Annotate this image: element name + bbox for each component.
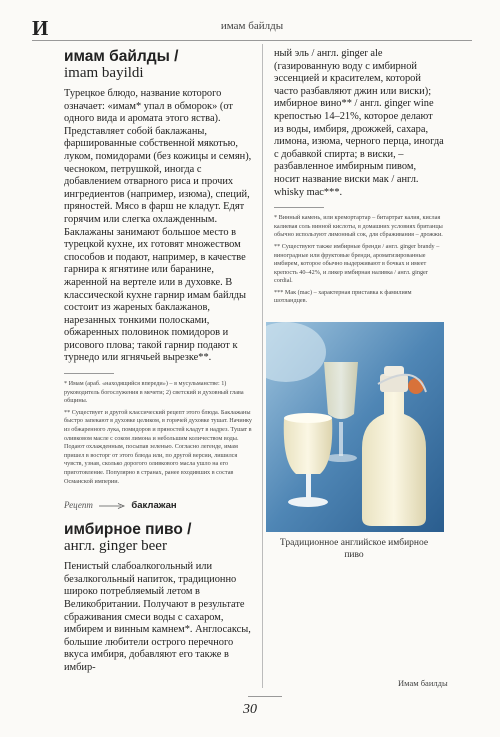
entry-title-imam-bayildi: имам байлды / — [64, 48, 179, 65]
photo-illustration — [266, 322, 444, 532]
entry-body-ginger-beer-continued: ный эль / англ. ginger ale (газированную воду с имбирной эссенцией и красителем, которой часто разбавляют джин или виски); имбирное вино** / англ. ginger wine крепостью 14–21%, которое делают из воды, имбиря, дрожжей, сахара, лимона, изюма, черного перца, иногда с добавкой спирта; в виски, – разбавленное имбирным пивом, носит название виски мак / англ. whisky mac***. — [274, 48, 444, 198]
column-divider — [262, 44, 263, 688]
page-header — [32, 14, 472, 41]
photo-caption: Традиционное английское имбирное пиво — [279, 538, 429, 560]
page-number: 30 — [243, 702, 257, 717]
footer-corner-label: Имам баилды — [398, 678, 448, 688]
entry-body-imam-bayildi: Турецкое блюдо, название которого означает: «имам* упал в обморок» (от одного вида и аромата этого яства). Представляет собой баклажаны, фаршированные собственной мякотью, луком, помидорами (без кожицы и семян), чесноком, петрушкой, иногда с добавлением отварного риса и прочих ингредиентов (например, изюма), специй, пряностей. Мясо в фарш не кладут. Едят горячим или слегка охлажденным. Баклажаны занимают большое место в турецкой кухне, их готовят множеством способов и подают, например, в качестве гарнира к ягнятине или баранине, жаренной на вертеле или в духовке. В классической кухне гарнир имам байлды состоит из жареных баклажанов, нарезанных тонкими полосками, обжаренных половинок помидоров и рисового плова; такой гарнир подают к турнедо или ягнячьей вырезке**. — [64, 88, 252, 364]
footnote: ** Существуют также имбирные бренди / англ. ginger brandy – виноградные или фруктовые бренди, ароматизированные имбирем, которое обычно выдерживают в бочках и имеет крепость 40–42%, и ликер имбирная наливка / англ. ginger cordial. — [274, 242, 440, 285]
xref-label: Рецепт — [64, 500, 93, 511]
footnote-rule — [64, 373, 114, 374]
footnote: * Винный камень, или кремортартар – битартрат калия, кислая калиевая соль винной кислоты, в домашних условиях британцы обычно используют лимонный сок, для сбраживания – дрожжи. — [274, 214, 443, 239]
footer-rule — [248, 696, 282, 697]
xref-target-link[interactable]: баклажан — [131, 500, 177, 512]
footnote: * Имам (араб. «находящийся впереди») – в мусульманстве: 1) руководитель богослужения в мечети; 2) светский и духовный глава общины. — [64, 380, 244, 405]
recipe-crossref[interactable] — [64, 500, 252, 511]
footnote: *** Мак (mac) – характерная приставка к фамилиям шотландцев. — [274, 288, 412, 305]
footnote: ** Существует и другой классический рецепт этого блюда. Баклажаны быстро запекают в духовке целиком, в горячей духовке тушат. Начинку из обжаренного лука, помидоров и пряностей кладут в надрез. Тушат в оливковом масле с соком лимона и небольшим количеством воды. Подают охлажденным, посыпав зеленью. Согласно легенде, имам пришел в восторг от этого блюда или, по другой версии, лишился чувств, узнав, сколько дорогого оливкового масла ушло на его приготовление. Популярно в странах, ранее входивших в состав Османской империи. — [64, 408, 253, 485]
section-letter: И — [32, 16, 49, 40]
left-column — [64, 48, 252, 675]
right-column — [274, 48, 444, 309]
footnote-rule — [274, 207, 324, 208]
ginger-beer-photo — [266, 322, 444, 532]
arrow-right-icon — [99, 503, 125, 509]
entry-title-ginger-beer: имбирное пиво / — [64, 521, 192, 539]
entry-subtitle-ginger-beer: англ. ginger beer — [64, 538, 167, 555]
entry-body-ginger-beer: Пенистый слабоалкогольный или безалкогольный напиток, традиционно широко потребляемый летом в Великобритании. Получают в результате сбраживания смеси воды с сахаром, имбирем и винным камнем*. Англосаксы, большие любители острого перечного вкуса имбиря, добавляют его также в имбир- — [64, 561, 251, 673]
entry-subtitle-imam-bayildi: imam bayildi — [64, 65, 144, 81]
running-title: имам байлды — [220, 20, 284, 32]
